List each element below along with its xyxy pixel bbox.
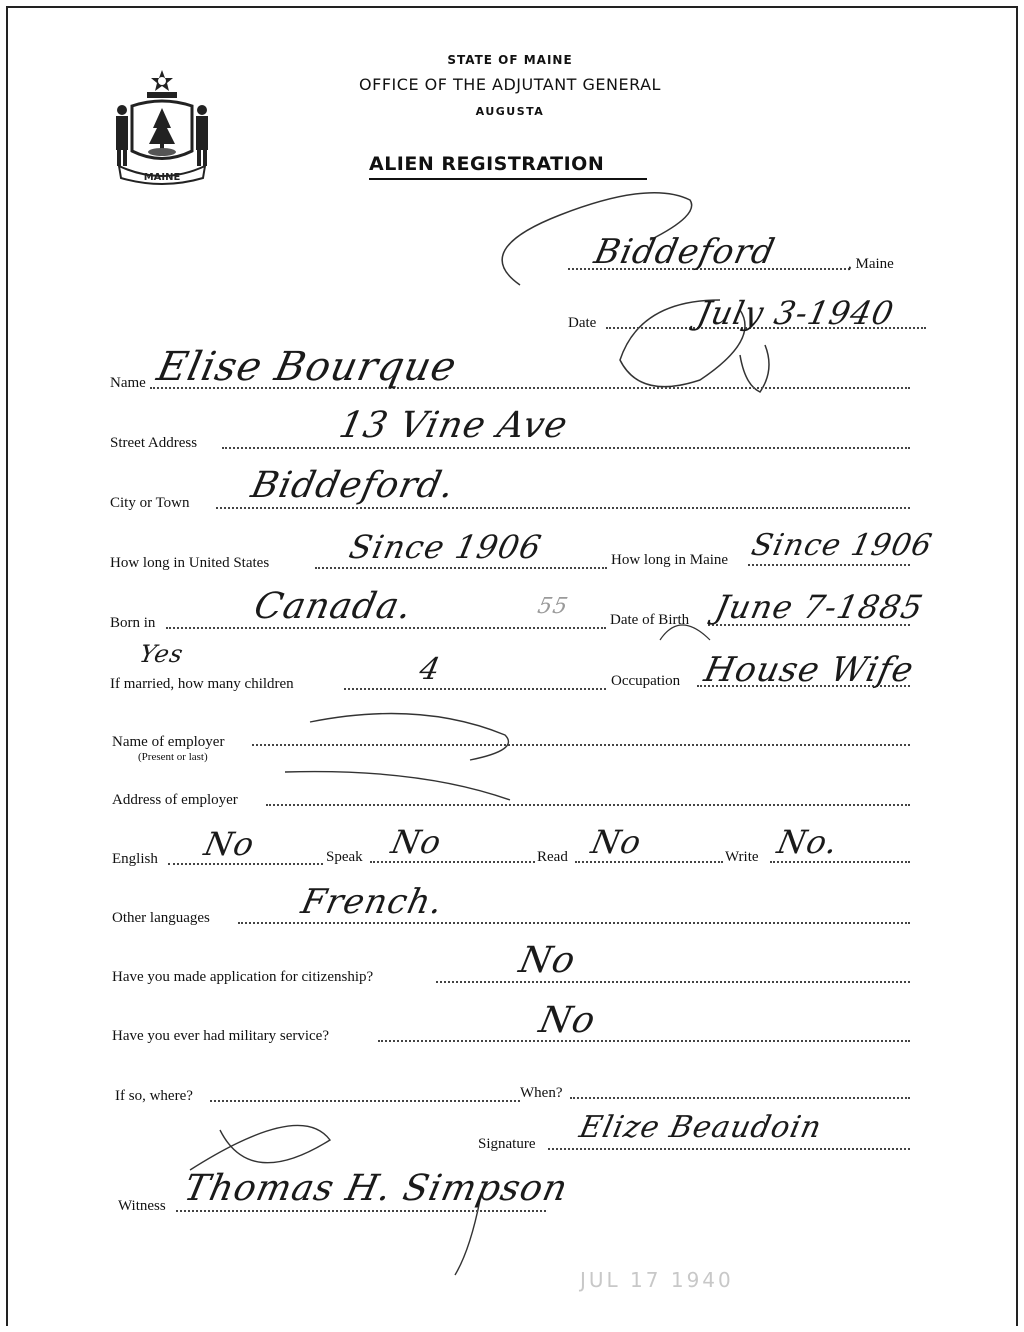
- when-line[interactable]: [570, 1097, 910, 1099]
- read-value[interactable]: No: [587, 823, 646, 861]
- write-value[interactable]: No.: [773, 823, 842, 861]
- received-stamp: JUL 17 1940: [580, 1268, 734, 1292]
- city-label: City or Town: [110, 495, 190, 511]
- military-value[interactable]: No: [535, 1000, 600, 1041]
- how-long-us-line: [315, 567, 607, 569]
- speak-line: [370, 861, 535, 863]
- date-value[interactable]: July 3-1940: [693, 294, 898, 332]
- where-line[interactable]: [210, 1100, 520, 1102]
- employer-label: Name of employer: [112, 734, 225, 750]
- write-label: Write: [725, 849, 759, 865]
- read-label: Read: [537, 849, 568, 865]
- where-label: If so, where?: [115, 1088, 193, 1104]
- how-long-us-value[interactable]: Since 1906: [345, 528, 546, 566]
- place-value[interactable]: Biddeford: [590, 232, 779, 272]
- military-label: Have you ever had military service?: [112, 1028, 329, 1044]
- place-suffix-label: , Maine: [848, 256, 894, 272]
- children-value[interactable]: 4: [416, 652, 444, 687]
- how-long-maine-line: [748, 564, 910, 566]
- city-line: [216, 507, 910, 509]
- name-label: Name: [110, 375, 146, 391]
- citizenship-value[interactable]: No: [515, 940, 580, 981]
- form-title: ALIEN REGISTRATION: [369, 153, 605, 175]
- other-languages-label: Other languages: [112, 910, 210, 926]
- signature-label: Signature: [478, 1136, 536, 1152]
- military-line: [378, 1040, 910, 1042]
- employer-address-label: Address of employer: [112, 792, 238, 808]
- speak-value[interactable]: No: [387, 823, 446, 861]
- born-in-label: Born in: [110, 615, 156, 631]
- born-in-value[interactable]: Canada.: [250, 586, 416, 627]
- english-line: [168, 863, 323, 865]
- header-city: AUGUSTA: [475, 105, 545, 118]
- header-office: OFFICE OF THE ADJUTANT GENERAL: [359, 75, 661, 94]
- write-line: [770, 861, 910, 863]
- age-note: 55: [535, 594, 571, 619]
- how-long-maine-value[interactable]: Since 1906: [748, 528, 936, 563]
- signature-value[interactable]: Elize Beaudoin: [576, 1110, 826, 1145]
- street-value[interactable]: 13 Vine Ave: [335, 405, 572, 446]
- signature-line: [548, 1148, 910, 1150]
- citizenship-label: Have you made application for citizenship?: [112, 969, 374, 985]
- read-line: [575, 861, 723, 863]
- employer-address-line[interactable]: [266, 804, 910, 806]
- how-long-maine-label: How long in Maine: [611, 552, 729, 568]
- date-label: Date: [568, 315, 597, 331]
- married-label: If married, how many children: [110, 676, 294, 692]
- citizenship-line: [436, 981, 910, 983]
- dob-label: Date of Birth: [610, 612, 690, 628]
- children-line: [344, 688, 606, 690]
- occupation-label: Occupation: [611, 673, 681, 689]
- witness-label: Witness: [118, 1198, 166, 1214]
- city-value[interactable]: Biddeford.: [247, 465, 459, 506]
- svg-text:MAINE: MAINE: [143, 172, 181, 183]
- english-value[interactable]: No: [200, 825, 259, 863]
- dob-value[interactable]: June 7-1885: [711, 588, 927, 626]
- married-note: Yes: [137, 640, 187, 668]
- speak-label: Speak: [326, 849, 363, 865]
- witness-line: [176, 1210, 546, 1212]
- street-label: Street Address: [110, 435, 198, 451]
- witness-value[interactable]: Thomas H. Simpson: [180, 1168, 572, 1209]
- employer-line[interactable]: [252, 744, 910, 746]
- name-value[interactable]: Elise Bourque: [153, 344, 461, 390]
- employer-sub-label: (Present or last): [138, 751, 208, 763]
- header-state: STATE OF MAINE: [447, 53, 573, 67]
- street-line: [222, 447, 910, 449]
- other-languages-line: [238, 922, 910, 924]
- english-label: English: [112, 851, 158, 867]
- other-languages-value[interactable]: French.: [297, 882, 447, 922]
- when-label: When?: [520, 1085, 563, 1101]
- occupation-value[interactable]: House Wife: [700, 650, 918, 690]
- born-in-line: [166, 627, 606, 629]
- how-long-us-label: How long in United States: [110, 555, 270, 571]
